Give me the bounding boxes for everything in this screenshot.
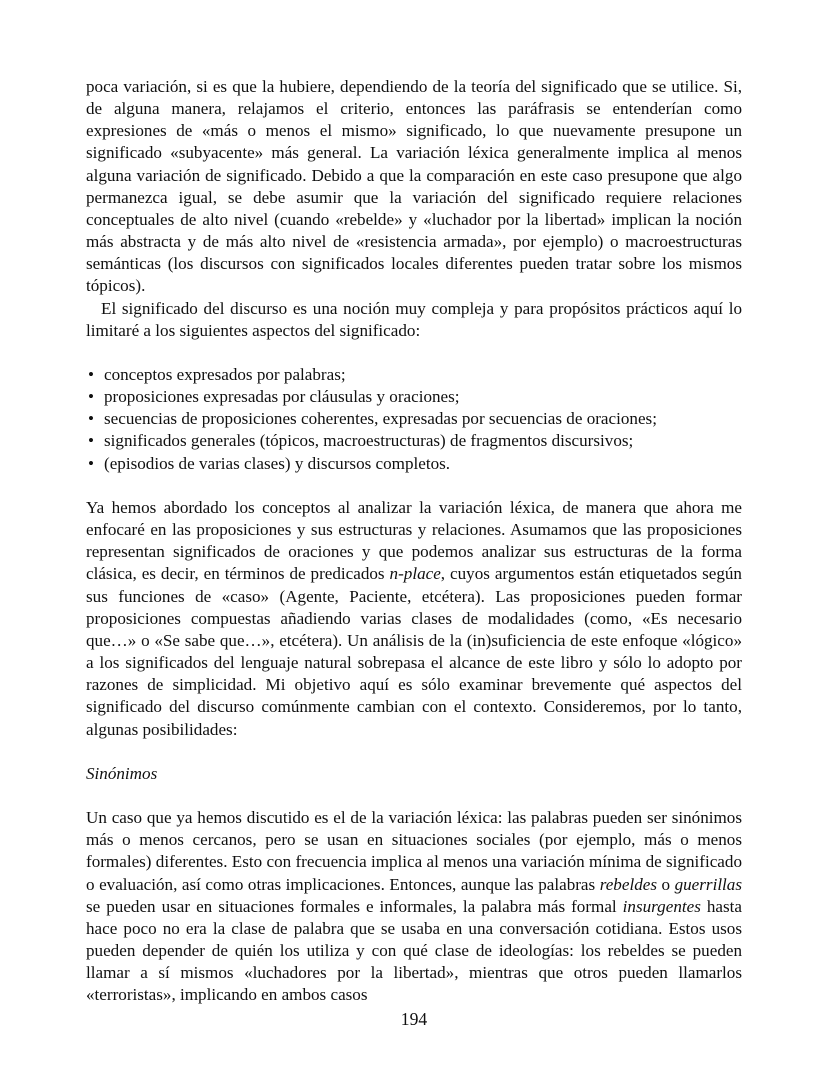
list-item-label: (episodios de varias clases) y discursos completos. — [104, 453, 451, 473]
list-item — [86, 408, 742, 430]
bullet-icon: • — [88, 409, 94, 429]
bullet-icon: • — [88, 453, 94, 473]
list-item — [86, 386, 742, 408]
list-item-label: significados generales (tópicos, macroestructuras) de fragmentos discursivos; — [104, 431, 634, 451]
bullet-icon: • — [88, 365, 94, 385]
bullet-icon: • — [88, 431, 94, 451]
aspects-bullet-list — [86, 364, 742, 475]
italic-term-n-place: n-place — [389, 564, 441, 584]
paragraph-continuation: poca variación, si es que la hubiere, dependiendo de la teoría del significado que se utilice. Si, de alguna manera, relajamos el criterio, entonces las paráfrasis se entenderían como expresiones de «más o menos el mismo» significado, lo que nuevamente presupone un significado «subyacente» más general. La variación léxica generalmente implica al menos alguna variación de significado. Debido a que la comparación en este caso presupone que algo permanezca igual, se debe asumir que la variación del significado requiere relaciones conceptuales de alto nivel (cuando «rebelde» y «luchador por la libertad» implican la noción más abstracta y de más alto nivel de «resistencia armada», por ejemplo) o macroestructuras semánticas (los discursos con significados locales diferentes pueden tratar sobre los mismos tópicos). — [86, 77, 742, 296]
list-item — [86, 430, 742, 452]
list-item — [86, 364, 742, 386]
paragraph-text-part: hasta hace poco no era la clase de palabra que se usaba en una conversación cotidiana. Estos usos pueden depender de quién los utiliza y con qué clase de ideologías: los rebeldes se pueden llamar a sí mismos «luchadores por la libertad», mientras que otros pueden llamarlos «terroristas», implicando en ambos casos — [86, 896, 742, 1005]
page-text-block — [86, 76, 742, 1007]
italic-term-guerrillas: guerrillas — [674, 874, 743, 894]
list-item-label: secuencias de proposiciones coherentes, expresadas por secuencias de oraciones; — [104, 409, 657, 429]
paragraph-text-part: Ya hemos abordado los conceptos al analizar la variación léxica, de manera que ahora me enfocaré en las proposiciones y sus estructuras y relaciones. Asumamos que las proposiciones representan significados de oraciones y que podemos analizar sus estructuras de la forma clásica, es decir, en términos de predicados — [86, 497, 742, 584]
bullet-icon: • — [88, 387, 94, 407]
section-heading-sinonimos: Sinónimos — [86, 763, 158, 783]
list-item-label: proposiciones expresadas por cláusulas y oraciones; — [104, 387, 460, 407]
italic-term-rebeldes: rebeldes — [599, 874, 657, 894]
paragraph-text-part: se pueden usar en situaciones formales e informales, la palabra más formal — [86, 896, 623, 916]
italic-term-insurgentes: insurgentes — [622, 896, 701, 916]
page-number: 194 — [400, 1009, 428, 1029]
list-item-label: conceptos expresados por palabras; — [104, 365, 346, 385]
paragraph-text-part: Un caso que ya hemos discutido es el de la variación léxica: las palabras pueden ser sinónimos más o menos cercanos, pero se usan en situaciones sociales (por ejemplo, más o menos formales) diferentes. Esto con frecuencia implica al menos una variación mínima de significado o evaluación, así como otras implicaciones. Entonces, aunque las palabras — [86, 808, 742, 894]
paragraph-text-part: o — [656, 874, 675, 894]
paragraph-el-significado: El significado del discurso es una noción muy compleja y para propósitos prácticos aquí lo limitaré a los siguientes aspectos del significado: — [86, 298, 742, 340]
paragraph-text-part: , cuyos argumentos están etiquetados según sus funciones de «caso» (Agente, Paciente, etcétera). Las proposiciones pueden formar proposiciones compuestas añadiendo varias clases de modalidades (como, «Es necesario que…» o «Se sabe que…», etcétera). Un análisis de la (in)suficiencia de este enfoque «lógico» a los significados del lenguaje natural sobrepasa el alcance de este libro y sólo lo adopto por razones de simplicidad. Mi objetivo aquí es sólo examinar brevemente qué aspectos del significado del discurso comúnmente cambian con el contexto. Consideremos, por lo tanto, algunas posibilidades: — [86, 564, 742, 739]
list-item — [86, 453, 742, 475]
paragraph-proposiciones — [86, 497, 742, 741]
paragraph-sinonimos-body — [86, 807, 742, 1006]
